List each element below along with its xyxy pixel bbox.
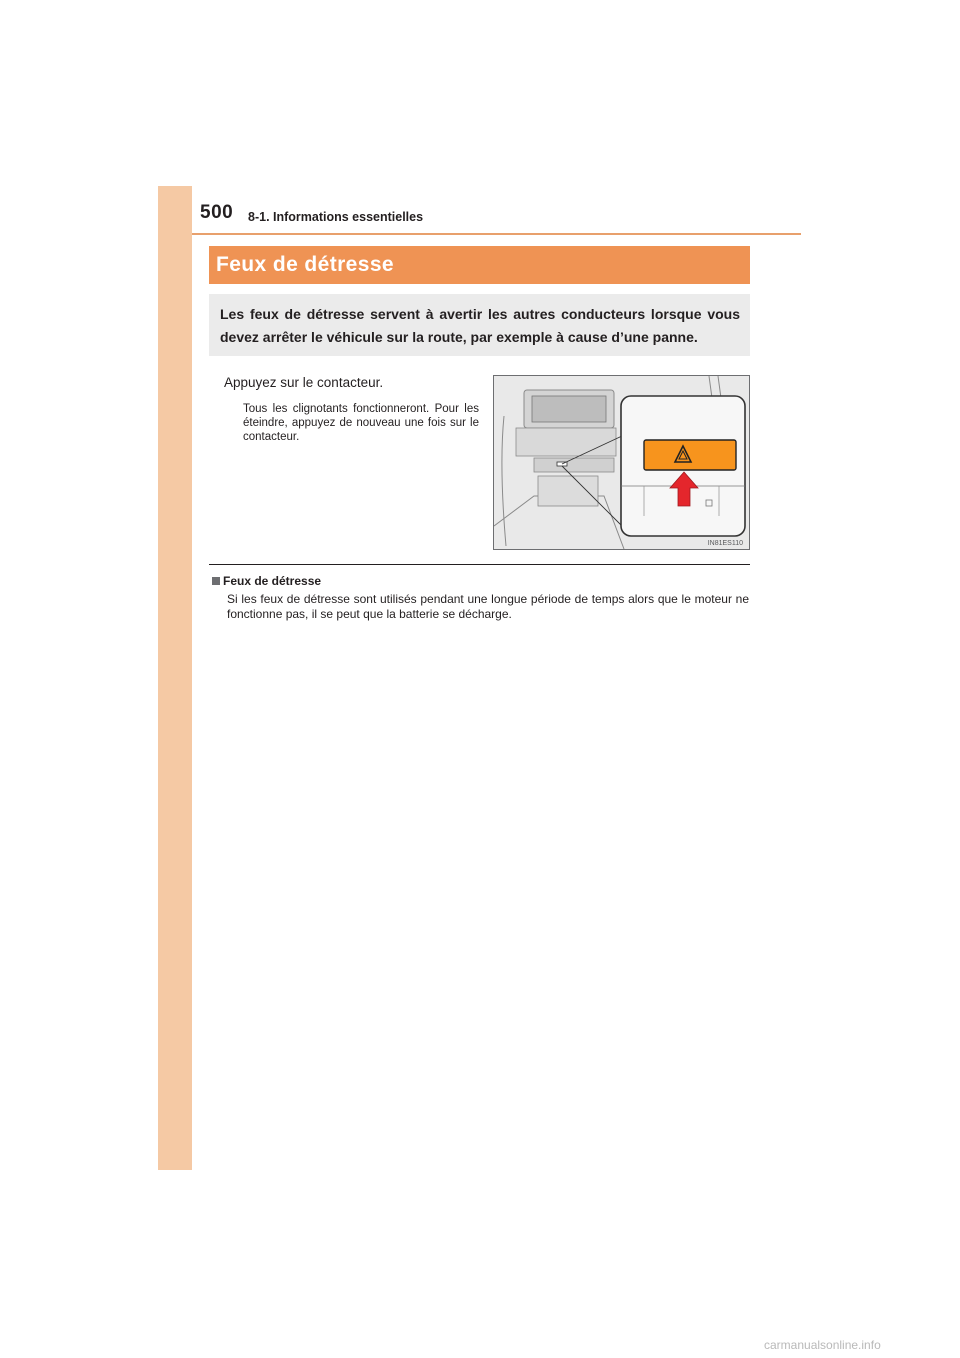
note-body: Si les feux de détresse sont utilisés pendant une longue période de temps alors que le moteur ne fonctionne pas, il se peut que la batterie se décharge.	[227, 592, 749, 621]
instruction-note: Tous les clignotants fonctionneront. Pour les éteindre, appuyez de nouveau une fois sur le contacteur.	[243, 403, 479, 443]
watermark: carmanualsonline.info	[764, 1338, 881, 1352]
section-divider	[209, 564, 750, 565]
page-number: 500	[200, 202, 234, 223]
note-heading-text: Feux de détresse	[223, 574, 322, 588]
intro-box	[209, 294, 750, 356]
intro-text: Les feux de détresse servent à avertir les autres conducteurs lorsque vous devez arrêter le véhicule sur la route, par exemple à cause d’une panne.	[220, 306, 740, 345]
side-color-band	[158, 186, 192, 1170]
section-reference: 8-1. Informations essentielles	[248, 210, 424, 224]
note-heading	[212, 574, 321, 588]
figure-code: IN81ES110	[707, 540, 743, 547]
header-rule	[192, 233, 801, 235]
section-title: Feux de détresse	[216, 253, 394, 276]
section-title-bar	[209, 246, 750, 284]
instruction-text: Appuyez sur le contacteur.	[224, 375, 384, 390]
dashboard-illustration	[493, 375, 750, 550]
square-bullet-icon	[212, 577, 220, 585]
dashboard-drawing	[494, 376, 749, 549]
